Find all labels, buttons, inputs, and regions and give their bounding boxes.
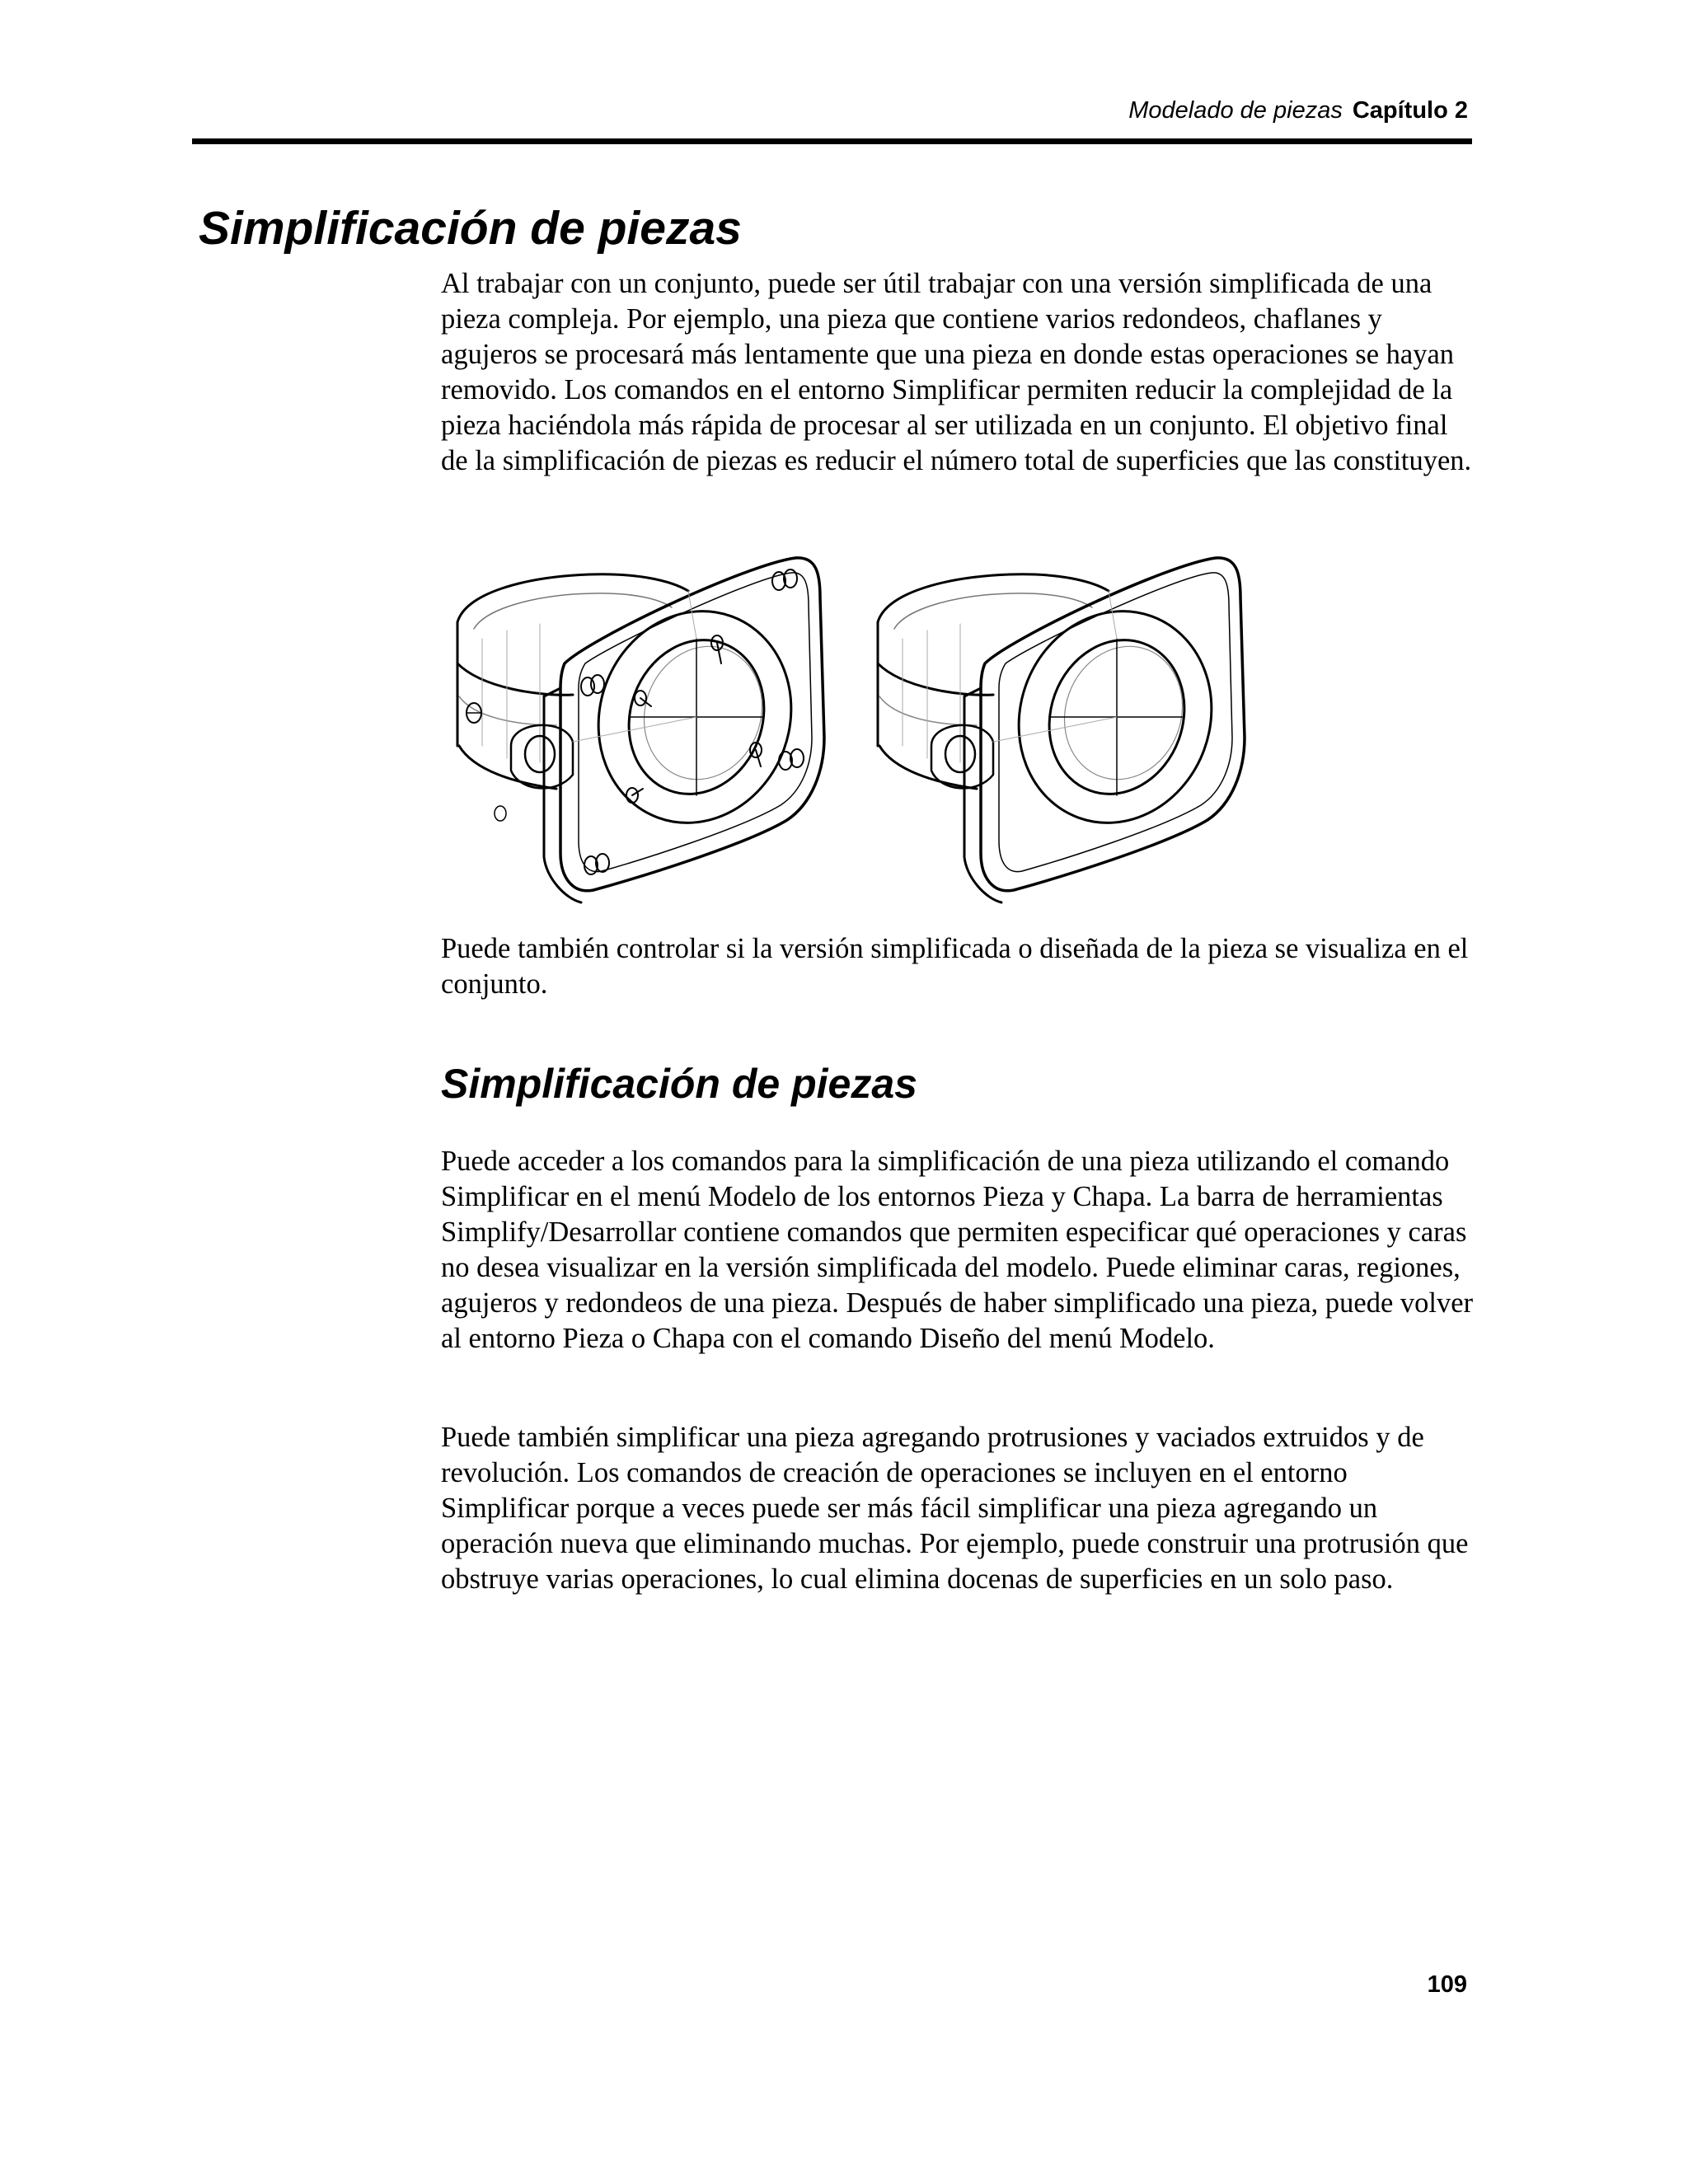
part-comparison-figure <box>449 548 1249 915</box>
running-header <box>1128 97 1468 124</box>
commands-paragraph: Puede acceder a los comandos para la simplificación de una pieza utilizando el comando Simplificar en el menú Modelo de los entornos Pieza y Chapa. La barra de herramientas Simplify/Desarrollar contiene comandos que permiten especificar qué operaciones y caras no desea visualizar en la versión simplificada del modelo. Puede eliminar caras, regiones, agujeros y redondeos de una pieza. Después de haber simplificado una pieza, puede volver al entorno Pieza o Chapa con el comando Diseño del menú Modelo. <box>441 1146 1474 1354</box>
intro-paragraph: Al trabajar con un conjunto, puede ser útil trabajar con una versión simplificada de una pieza compleja. Por ejemplo, una pieza que contiene varios redondeos, chaflanes y agujeros se procesará más lentamente que una pieza en donde estas operaciones se hayan removido. Los comandos en el entorno Simplificar permiten reducir la complejidad de la pieza haciéndola más rápida de procesar al ser utilizada en un conjunto. El objetivo final de la simplificación de piezas es reducir el número total de superficies que las constituyen. <box>441 268 1472 476</box>
part-illustrations <box>449 548 1249 915</box>
header-section-title: Modelado de piezas <box>1128 97 1343 124</box>
detailed-part-illustration <box>457 558 824 902</box>
section-subheading: Simplificación de piezas <box>441 1061 917 1107</box>
header-chapter: Capítulo 2 <box>1352 97 1468 124</box>
protrusions-paragraph: Puede también simplificar una pieza agregando protrusiones y vaciados extruidos y de revolución. Los comandos de creación de operaciones se incluyen en el entorno Simplificar porque a veces puede ser más fácil simplificar una pieza agregando un operación nueva que eliminando muchas. Por ejemplo, puede construir una protrusión que obstruye varias operaciones, lo cual elimina docenas de superficies en un solo paso. <box>441 1422 1469 1595</box>
visibility-paragraph: Puede también controlar si la versión simplificada o diseñada de la pieza se visualiza en el conjunto. <box>441 933 1469 1000</box>
page-number: 109 <box>1427 1971 1467 1998</box>
simplified-part-illustration <box>878 558 1245 902</box>
header-rule <box>192 138 1472 144</box>
page-title: Simplificación de piezas <box>199 202 742 255</box>
